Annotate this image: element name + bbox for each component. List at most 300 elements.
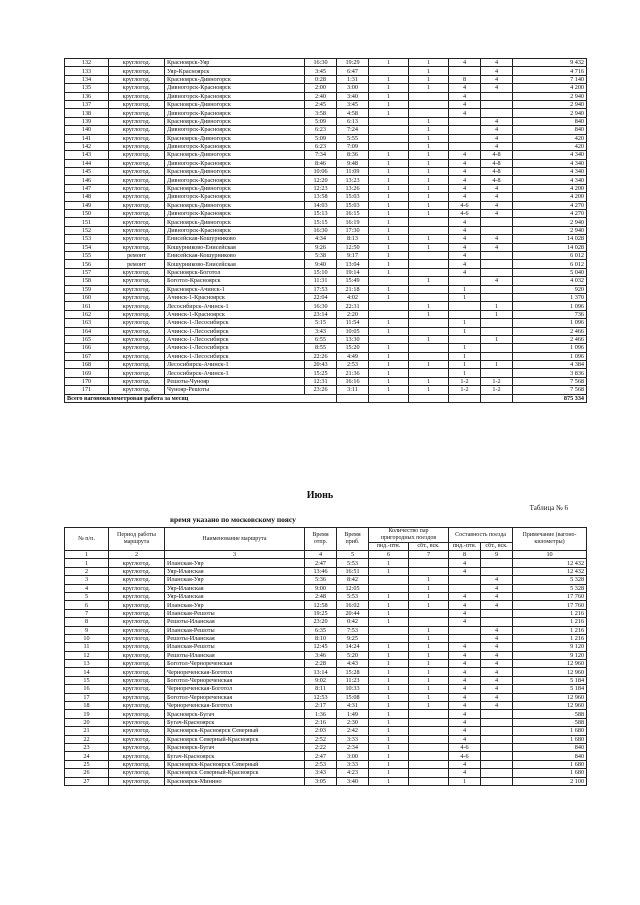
cell-comp-weekday — [449, 67, 481, 75]
cell-num: 149 — [65, 201, 109, 209]
cell-departure: 16:30 — [305, 302, 337, 310]
cell-departure: 8:55 — [305, 344, 337, 352]
cell-note: 5 328 — [513, 576, 587, 584]
cell-period: круглогод. — [109, 109, 165, 117]
table-row — [65, 743, 587, 751]
cell-period: круглогод. — [109, 685, 165, 693]
table-row — [65, 752, 587, 760]
cell-pairs-weekday — [369, 634, 409, 642]
cell-route-name: Решоты-Чунояр — [165, 377, 305, 385]
cell-route-name: Красноярск-Дивногорск — [165, 134, 305, 142]
cell-num: 10 — [65, 634, 109, 642]
cell-note: 840 — [513, 117, 587, 125]
cell-pairs-weekend — [409, 352, 449, 360]
cell-pairs-weekday: 1 — [369, 268, 409, 276]
cell-pairs-weekend — [409, 92, 449, 100]
cell-note: 5 328 — [513, 584, 587, 592]
cell-num: 143 — [65, 151, 109, 159]
cell-arrival: 15:03 — [337, 193, 369, 201]
cell-route-name: Енисейская-Кошурниково — [165, 251, 305, 259]
table-row — [65, 584, 587, 592]
cell-period: круглогод. — [109, 643, 165, 651]
cell-departure: 12:58 — [305, 601, 337, 609]
cell-num: 169 — [65, 369, 109, 377]
cell-comp-weekend — [481, 369, 513, 377]
cell-comp-weekend — [481, 327, 513, 335]
cell-pairs-weekend: 1 — [409, 592, 449, 600]
cell-comp-weekend: 4-8 — [481, 151, 513, 159]
cell-route-name: Енисейская-Кошурниково — [165, 235, 305, 243]
cell-departure: 13:46 — [305, 567, 337, 575]
cell-num: 141 — [65, 134, 109, 142]
table-row — [65, 268, 587, 276]
cell-route-name: Чернореченская-Боготол — [165, 685, 305, 693]
cell-route-name: Кошурниково-Енисейская — [165, 260, 305, 268]
cell-route-name: Красноярск-Красноярск Северный — [165, 760, 305, 768]
cell-comp-weekend: 4 — [481, 201, 513, 209]
cell-comp-weekend — [481, 559, 513, 567]
cell-pairs-weekend: 1 — [409, 117, 449, 125]
cell-period: круглогод. — [109, 718, 165, 726]
cell-period: круглогод. — [109, 159, 165, 167]
cell-pairs-weekday: 1 — [369, 567, 409, 575]
cell-num: 132 — [65, 59, 109, 67]
cell-pairs-weekend: 1 — [409, 601, 449, 609]
cell-comp-weekend — [481, 735, 513, 743]
cell-comp-weekend — [481, 92, 513, 100]
cell-note: 588 — [513, 718, 587, 726]
cell-arrival: 5:53 — [337, 559, 369, 567]
cell-route-name: Кошурниково-Енисейская — [165, 243, 305, 251]
cell-route-name: Красноярск Северный-Красноярск — [165, 735, 305, 743]
cell-num: 137 — [65, 100, 109, 108]
cell-pairs-weekday — [369, 67, 409, 75]
cell-comp-weekday: 4 — [449, 618, 481, 626]
header-route-name: Наименование маршрута — [165, 528, 305, 551]
cell-arrival: 21:36 — [337, 369, 369, 377]
cell-pairs-weekend: 1 — [409, 310, 449, 318]
cell-note: 4 200 — [513, 184, 587, 192]
cell-comp-weekend: 1 — [481, 361, 513, 369]
cell-comp-weekday — [449, 277, 481, 285]
table-row — [65, 168, 587, 176]
cell-pairs-weekday: 1 — [369, 344, 409, 352]
cell-arrival: 15:03 — [337, 201, 369, 209]
cell-departure: 6:23 — [305, 142, 337, 150]
cell-period: круглогод. — [109, 84, 165, 92]
cell-comp-weekend: 4 — [481, 142, 513, 150]
cell-comp-weekend: 4 — [481, 84, 513, 92]
cell-note: 1 680 — [513, 769, 587, 777]
cell-comp-weekday: 1 — [449, 369, 481, 377]
cell-comp-weekend: 4 — [481, 67, 513, 75]
table-row — [65, 559, 587, 567]
cell-period: ремонт — [109, 251, 165, 259]
cell-period: круглогод. — [109, 327, 165, 335]
cell-comp-weekday: 4 — [449, 643, 481, 651]
cell-departure: 11:31 — [305, 277, 337, 285]
cell-period: круглогод. — [109, 117, 165, 125]
cell-departure: 13:58 — [305, 193, 337, 201]
cell-comp-weekend — [481, 618, 513, 626]
cell-period: круглогод. — [109, 567, 165, 575]
header-departure: Время отпр. — [305, 528, 337, 551]
cell-note: 840 — [513, 126, 587, 134]
cell-num: 4 — [65, 584, 109, 592]
cell-note: 2 466 — [513, 327, 587, 335]
cell-route-name: Красноярск-Бугач — [165, 710, 305, 718]
cell-arrival: 13:23 — [337, 176, 369, 184]
cell-departure: 2:48 — [305, 592, 337, 600]
cell-comp-weekend: 4-8 — [481, 176, 513, 184]
table-row — [65, 100, 587, 108]
cell-pairs-weekday: 1 — [369, 660, 409, 668]
cell-comp-weekday: 4 — [449, 567, 481, 575]
cell-comp-weekend: 1 — [481, 310, 513, 318]
cell-note: 1 680 — [513, 735, 587, 743]
cell-period: ремонт — [109, 260, 165, 268]
cell-num: 1 — [65, 559, 109, 567]
cell-route-name: Боготол-Красноярск — [165, 277, 305, 285]
cell-pairs-weekday: 1 — [369, 559, 409, 567]
cell-route-name: Ачинск-1-Красноярск — [165, 293, 305, 301]
cell-period: круглогод. — [109, 218, 165, 226]
cell-note: 920 — [513, 285, 587, 293]
cell-period: круглогод. — [109, 377, 165, 385]
cell-pairs-weekday: 1 — [369, 193, 409, 201]
cell-comp-weekday: 4 — [449, 710, 481, 718]
cell-route-name: Дивногорск-Красноярск — [165, 109, 305, 117]
cell-period: круглогод. — [109, 626, 165, 634]
cell-note: 9 120 — [513, 651, 587, 659]
cell-departure: 16:30 — [305, 226, 337, 234]
cell-comp-weekend — [481, 752, 513, 760]
cell-pairs-weekend — [409, 344, 449, 352]
cell-num: 8 — [65, 618, 109, 626]
cell-period: круглогод. — [109, 668, 165, 676]
cell-pairs-weekday: 1 — [369, 235, 409, 243]
cell-route-name: Чернореченская-Боготол — [165, 702, 305, 710]
cell-period: круглогод. — [109, 344, 165, 352]
cell-route-name: Красноярск-Дивногорск — [165, 218, 305, 226]
cell-num: 163 — [65, 319, 109, 327]
cell-pairs-weekday — [369, 335, 409, 343]
cell-route-name: Бугач-Красноярск — [165, 752, 305, 760]
header-note: Примечание (вагоно-километры) — [513, 528, 587, 551]
cell-pairs-weekend — [409, 109, 449, 117]
cell-comp-weekend: 4 — [481, 210, 513, 218]
cell-pairs-weekend: 1 — [409, 168, 449, 176]
cell-period: круглогод. — [109, 210, 165, 218]
cell-comp-weekday — [449, 576, 481, 584]
table-row — [65, 285, 587, 293]
cell-route-name: Красноярск Северный-Красноярск — [165, 769, 305, 777]
cell-period: круглогод. — [109, 727, 165, 735]
table-row — [65, 235, 587, 243]
cell-arrival: 8:36 — [337, 151, 369, 159]
cell-comp-weekday: 4 — [449, 668, 481, 676]
column-number: 4 — [305, 551, 337, 559]
cell-note: 840 — [513, 752, 587, 760]
cell-departure: 5:15 — [305, 319, 337, 327]
cell-note: 17 760 — [513, 601, 587, 609]
table-row — [65, 117, 587, 125]
cell-note: 4 716 — [513, 67, 587, 75]
cell-num: 7 — [65, 609, 109, 617]
cell-period: круглогод. — [109, 310, 165, 318]
cell-departure: 3:46 — [305, 651, 337, 659]
header-pairs-weekend: сбт., вск. — [409, 543, 449, 551]
cell-comp-weekday: 1 — [449, 319, 481, 327]
cell-comp-weekday: 4-6 — [449, 752, 481, 760]
cell-pairs-weekend: 1 — [409, 134, 449, 142]
cell-departure: 23:20 — [305, 618, 337, 626]
cell-period: круглогод. — [109, 584, 165, 592]
cell-comp-weekday: 4 — [449, 176, 481, 184]
cell-pairs-weekday: 1 — [369, 92, 409, 100]
cell-arrival: 3:45 — [337, 100, 369, 108]
table-row — [65, 735, 587, 743]
table-row — [65, 193, 587, 201]
cell-comp-weekday — [449, 310, 481, 318]
cell-comp-weekend: 4 — [481, 235, 513, 243]
cell-pairs-weekend — [409, 752, 449, 760]
cell-comp-weekday: 1 — [449, 344, 481, 352]
cell-num: 22 — [65, 735, 109, 743]
cell-pairs-weekday: 1 — [369, 777, 409, 785]
cell-comp-weekend: 1 — [481, 335, 513, 343]
cell-period: круглогод. — [109, 59, 165, 67]
cell-comp-weekday: 1 — [449, 352, 481, 360]
cell-num: 167 — [65, 352, 109, 360]
cell-departure: 6:55 — [305, 335, 337, 343]
table-row — [65, 277, 587, 285]
cell-num: 14 — [65, 668, 109, 676]
cell-comp-weekday: 8 — [449, 75, 481, 83]
cell-pairs-weekend — [409, 218, 449, 226]
cell-pairs-weekday — [369, 626, 409, 634]
cell-comp-weekday: 4 — [449, 559, 481, 567]
cell-num: 13 — [65, 660, 109, 668]
cell-arrival: 7:53 — [337, 626, 369, 634]
cell-route-name: Красноярск-Дивногорск — [165, 184, 305, 192]
cell-note: 4 200 — [513, 84, 587, 92]
cell-comp-weekend — [481, 718, 513, 726]
cell-comp-weekend — [481, 285, 513, 293]
table-row — [65, 352, 587, 360]
cell-arrival: 7:09 — [337, 142, 369, 150]
column-number: 8 — [449, 551, 481, 559]
cell-note: 1 096 — [513, 344, 587, 352]
cell-note: 2 940 — [513, 109, 587, 117]
cell-route-name: Дивногорск-Красноярск — [165, 226, 305, 234]
cell-route-name: Ачинск-1-Красноярск — [165, 310, 305, 318]
column-number: 1 — [65, 551, 109, 559]
cell-pairs-weekend — [409, 226, 449, 234]
cell-note: 736 — [513, 310, 587, 318]
table-row — [65, 142, 587, 150]
total-label: Всего вагонокилометровая работа за месяц — [65, 394, 337, 402]
cell-pairs-weekend — [409, 735, 449, 743]
cell-comp-weekend — [481, 743, 513, 751]
cell-route-name: Решоты-Иланская — [165, 634, 305, 642]
cell-period: круглогод. — [109, 760, 165, 768]
table-row — [65, 377, 587, 385]
cell-num: 16 — [65, 685, 109, 693]
cell-pairs-weekday: 1 — [369, 676, 409, 684]
cell-route-name: Лесосибирск-Ачинск-1 — [165, 302, 305, 310]
cell-period: круглогод. — [109, 702, 165, 710]
cell-comp-weekend — [481, 760, 513, 768]
cell-pairs-weekday: 1 — [369, 184, 409, 192]
cell-note: 2 940 — [513, 218, 587, 226]
cell-pairs-weekday: 1 — [369, 735, 409, 743]
cell-pairs-weekday: 1 — [369, 218, 409, 226]
cell-arrival: 13:04 — [337, 260, 369, 268]
cell-arrival: 16:19 — [337, 218, 369, 226]
cell-note: 1 216 — [513, 634, 587, 642]
table-row — [65, 201, 587, 209]
cell-comp-weekend — [481, 218, 513, 226]
table-row — [65, 59, 587, 67]
cell-arrival: 22:31 — [337, 302, 369, 310]
cell-note: 1 680 — [513, 760, 587, 768]
cell-num: 145 — [65, 168, 109, 176]
table-row — [65, 319, 587, 327]
cell-pairs-weekend: 1 — [409, 634, 449, 642]
cell-period: круглогод. — [109, 126, 165, 134]
cell-pairs-weekend — [409, 293, 449, 301]
cell-departure: 23:14 — [305, 310, 337, 318]
cell-comp-weekend: 4 — [481, 643, 513, 651]
cell-note: 12 432 — [513, 567, 587, 575]
cell-pairs-weekday — [369, 584, 409, 592]
table-row — [65, 386, 587, 394]
cell-arrival: 16:51 — [337, 567, 369, 575]
cell-comp-weekend — [481, 226, 513, 234]
cell-comp-weekend — [481, 609, 513, 617]
cell-route-name: Красноярск-Минино — [165, 777, 305, 785]
cell-arrival: 11:23 — [337, 676, 369, 684]
cell-arrival: 20:44 — [337, 609, 369, 617]
cell-comp-weekday: 4 — [449, 660, 481, 668]
cell-pairs-weekend — [409, 100, 449, 108]
cell-pairs-weekday — [369, 302, 409, 310]
cell-comp-weekend: 4-8 — [481, 159, 513, 167]
cell-note: 1 096 — [513, 319, 587, 327]
cell-period: круглогод. — [109, 369, 165, 377]
column-number: 6 — [369, 551, 409, 559]
cell-comp-weekday — [449, 584, 481, 592]
table-row — [65, 243, 587, 251]
cell-pairs-weekend: 1 — [409, 277, 449, 285]
cell-num: 170 — [65, 377, 109, 385]
cell-comp-weekend: 4 — [481, 576, 513, 584]
cell-departure: 2:16 — [305, 718, 337, 726]
table-row — [65, 660, 587, 668]
cell-pairs-weekend — [409, 718, 449, 726]
cell-period: круглогод. — [109, 710, 165, 718]
cell-period: круглогод. — [109, 151, 165, 159]
cell-pairs-weekday: 1 — [369, 352, 409, 360]
cell-num: 142 — [65, 142, 109, 150]
table-row — [65, 226, 587, 234]
cell-period: круглогод. — [109, 335, 165, 343]
cell-pairs-weekday: 1 — [369, 718, 409, 726]
cell-note: 12 960 — [513, 668, 587, 676]
cell-route-name: Уяр-Иланская — [165, 584, 305, 592]
cell-comp-weekend: 4 — [481, 668, 513, 676]
cell-pairs-weekend — [409, 268, 449, 276]
cell-comp-weekend — [481, 260, 513, 268]
cell-comp-weekend: 1 — [481, 302, 513, 310]
cell-departure: 2:53 — [305, 760, 337, 768]
column-number: 10 — [513, 551, 587, 559]
cell-num: 136 — [65, 92, 109, 100]
cell-period: круглогод. — [109, 609, 165, 617]
cell-period: круглогод. — [109, 243, 165, 251]
cell-route-name: Ачинск-1-Лесосибирск — [165, 327, 305, 335]
column-number: 2 — [109, 551, 165, 559]
cell-pairs-weekend — [409, 260, 449, 268]
cell-route-name: Красноярск-Бугач — [165, 743, 305, 751]
cell-period: круглогод. — [109, 592, 165, 600]
cell-departure: 15:25 — [305, 369, 337, 377]
cell-period: круглогод. — [109, 142, 165, 150]
table-row — [65, 126, 587, 134]
cell-departure: 0:28 — [305, 75, 337, 83]
cell-comp-weekday: 4 — [449, 693, 481, 701]
cell-arrival: 13:26 — [337, 184, 369, 192]
cell-pairs-weekend: 1 — [409, 302, 449, 310]
cell-num: 21 — [65, 727, 109, 735]
cell-period: круглогод. — [109, 193, 165, 201]
cell-pairs-weekend — [409, 760, 449, 768]
table-row — [65, 176, 587, 184]
cell-comp-weekday: 4 — [449, 735, 481, 743]
cell-route-name: Бугач-Красноярск — [165, 718, 305, 726]
cell-comp-weekday: 4-6 — [449, 210, 481, 218]
cell-comp-weekend — [481, 769, 513, 777]
cell-comp-weekday: 4 — [449, 769, 481, 777]
cell-route-name: Ачинск-1-Лесосибирск — [165, 335, 305, 343]
cell-route-name: Дивногорск-Красноярск — [165, 92, 305, 100]
cell-pairs-weekday: 1 — [369, 609, 409, 617]
cell-route-name: Ачинск-1-Лесосибирск — [165, 344, 305, 352]
cell-pairs-weekday: 1 — [369, 109, 409, 117]
cell-num: 151 — [65, 218, 109, 226]
total-value: 875 334 — [513, 394, 587, 402]
cell-pairs-weekday: 1 — [369, 59, 409, 67]
cell-pairs-weekend — [409, 777, 449, 785]
cell-comp-weekend — [481, 109, 513, 117]
cell-route-name: Ачинск-1-Лесосибирск — [165, 319, 305, 327]
cell-comp-weekend: 4 — [481, 702, 513, 710]
cell-num: 155 — [65, 251, 109, 259]
cell-arrival: 0:42 — [337, 618, 369, 626]
cell-pairs-weekday: 1 — [369, 369, 409, 377]
cell-arrival: 3:33 — [337, 735, 369, 743]
cell-comp-weekend: 1-2 — [481, 377, 513, 385]
cell-arrival: 5:20 — [337, 651, 369, 659]
cell-comp-weekday: 1 — [449, 361, 481, 369]
cell-comp-weekday: 1 — [449, 327, 481, 335]
cell-departure: 3:45 — [305, 67, 337, 75]
cell-departure: 17:53 — [305, 285, 337, 293]
cell-pairs-weekend: 1 — [409, 576, 449, 584]
cell-pairs-weekday: 1 — [369, 386, 409, 394]
cell-route-name: Красноярск-Дивногорск — [165, 117, 305, 125]
